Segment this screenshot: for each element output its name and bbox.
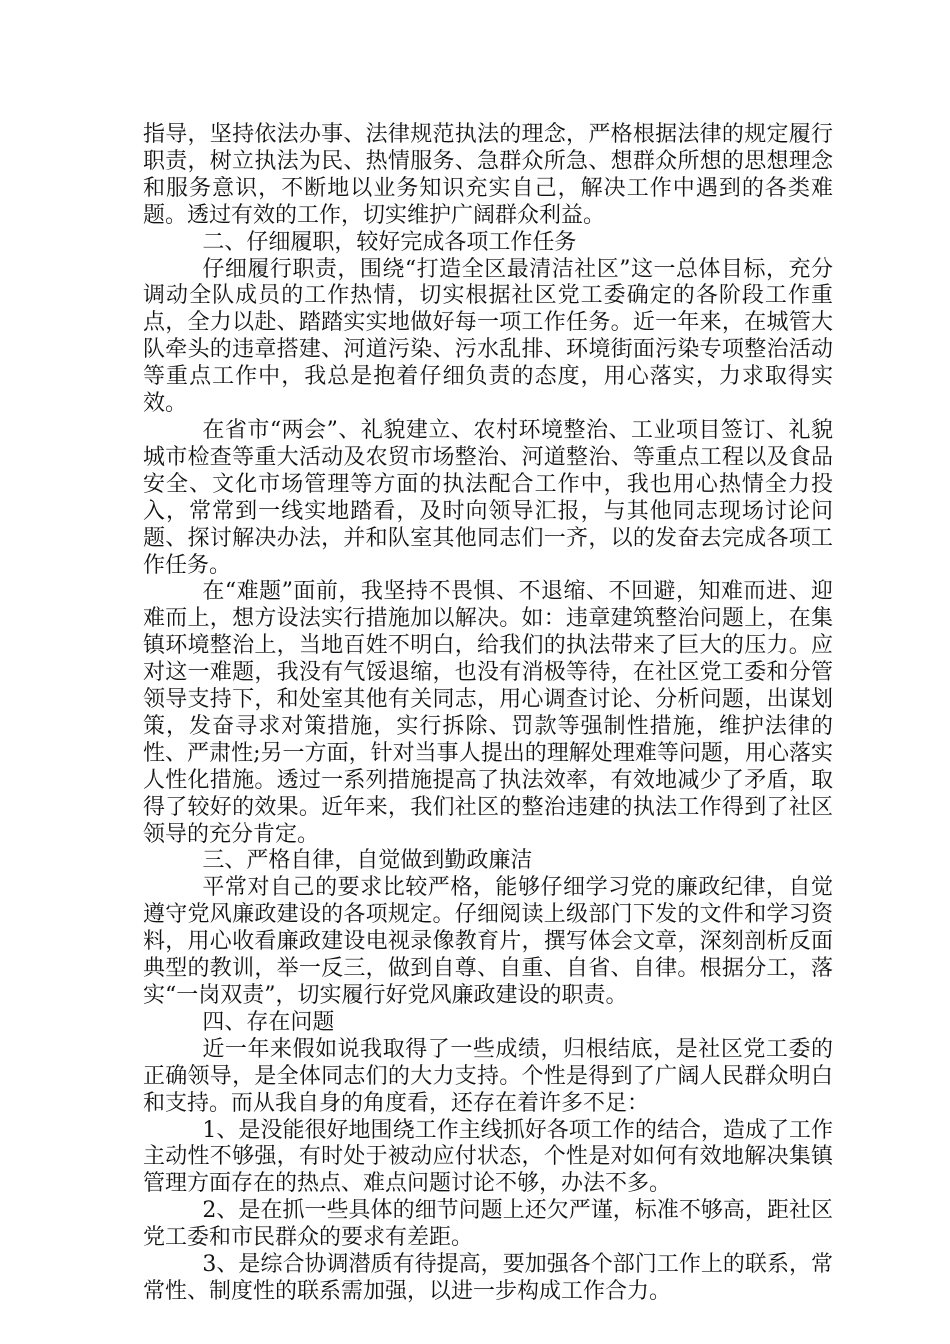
- paragraph-body: 在省市“两会”、礼貌建立、农村环境整治、工业项目签订、礼貌城市检查等重大活动及农贸市场整治、河道整治、等重点工程以及食品安全、文化市场管理等方面的执法配合工作中，我也用心热情全力投入，常常到一线实地踏看，及时向领导汇报，与其他同志现场讨论问题、探讨解决办法，并和队室其他同志们一齐，以的发奋去完成各项工作任务。: [143, 417, 833, 578]
- paragraph-body: 仔细履行职责，围绕“打造全区最清洁社区”这一总体目标，充分调动全队成员的工作热情，切实根据社区党工委确定的各阶段工作重点，全力以赴、踏踏实实地做好每一项工作任务。近一年来，在城管大队牵头的违章搭建、河道污染、污水乱排、环境街面污染专项整治活动等重点工作中，我总是抱着仔细负责的态度，用心落实，力求取得实效。: [143, 256, 833, 417]
- list-item-problem-1: 1、是没能很好地围绕工作主线抓好各项工作的结合，造成了工作主动性不够强，有时处于被动应付状态，个性是对如何有效地解决集镇管理方面存在的热点、难点问题讨论不够，办法不多。: [143, 1117, 833, 1197]
- paragraph-body: 近一年来假如说我取得了一些成绩，归根结底，是社区党工委的正确领导，是全体同志们的大力支持。个性是得到了广阔人民群众明白和支持。而从我自身的角度看，还存在着许多不足：: [143, 1036, 833, 1116]
- list-item-problem-3: 3、是综合协调潜质有待提高，要加强各个部门工作上的联系，常常性、制度性的联系需加强，以进一步构成工作合力。: [143, 1252, 833, 1304]
- paragraph-body: 在“难题”面前，我坚持不畏惧、不退缩、不回避，知难而进、迎难而上，想方设法实行措施加以解决。如：违章建筑整治问题上，在集镇环境整治上，当地百姓不明白，给我们的执法带来了巨大的压力。应对这一难题，我没有气馁退缩，也没有消极等待，在社区党工委和分管领导支持下，和处室其他有关同志，用心调查讨论、分析问题，出谋划策，发奋寻求对策措施，实行拆除、罚款等强制性措施，维护法律的性、严肃性;另一方面，针对当事人提出的理解处理难等问题，用心落实人性化措施。透过一系列措施提高了执法效率，有效地减少了矛盾，取得了较好的效果。近年来，我们社区的整治违建的执法工作得到了社区领导的充分肯定。: [143, 579, 833, 847]
- paragraph-body: 平常对自己的要求比较严格，能够仔细学习党的廉政纪律，自觉遵守党风廉政建设的各项规定。仔细阅读上级部门下发的文件和学习资料，用心收看廉政建设电视录像教育片，撰写体会文章，深刻剖析反面典型的教训，举一反三，做到自尊、自重、自省、自律。根据分工，落实“一岗双责”，切实履行好党风廉政建设的职责。: [143, 875, 833, 1008]
- section-heading-fulfill-duties: 二、仔细履职，较好完成各项工作任务: [202, 229, 577, 255]
- section-heading-self-discipline: 三、严格自律，自觉做到勤政廉洁: [202, 848, 533, 874]
- list-item-problem-2: 2、是在抓一些具体的细节问题上还欠严谨，标准不够高，距社区党工委和市民群众的要求有差距。: [143, 1198, 833, 1251]
- document-page: [143, 122, 833, 1306]
- paragraph-body: 指导，坚持依法办事、法律规范执法的理念，严格根据法律的规定履行职责，树立执法为民、热情服务、急群众所急、想群众所想的思想理念和服务意识，不断地以业务知识充实自己，解决工作中遇到的各类难题。透过有效的工作，切实维护广阔群众利益。: [143, 122, 833, 228]
- section-heading-problems: 四、存在问题: [202, 1009, 335, 1035]
